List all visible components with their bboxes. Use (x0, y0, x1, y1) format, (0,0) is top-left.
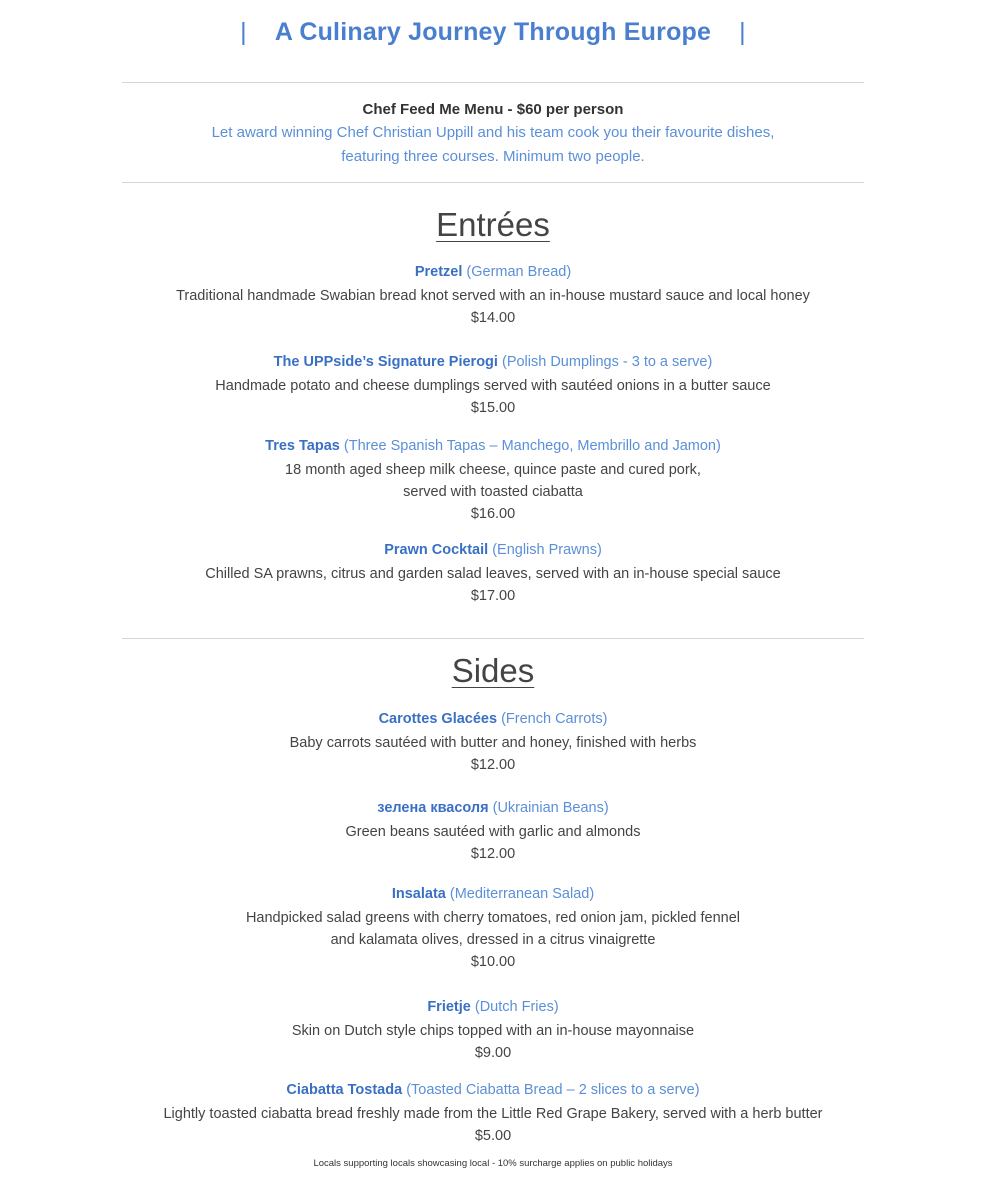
item-subtitle: (Toasted Ciabatta Bread – 2 slices to a serve) (406, 1082, 700, 1098)
item-description-cont: and kalamata olives, dressed in a citrus vinaigrette (330, 932, 656, 948)
menu-item (0, 997, 986, 1064)
item-name: Prawn Cocktail (384, 542, 489, 558)
menu-item (0, 1080, 986, 1147)
item-description: Handpicked salad greens with cherry tomatoes, red onion jam, pickled fennel (245, 910, 741, 926)
item-name: Pretzel (414, 264, 463, 280)
item-description: Skin on Dutch style chips topped with an in-house mayonnaise (291, 1023, 695, 1039)
footer-note: Locals supporting locals showcasing local - 10% surcharge applies on public holidays (313, 1158, 673, 1169)
menu-item (0, 884, 986, 973)
menu-item (0, 798, 986, 865)
item-subtitle: (German Bread) (466, 264, 572, 280)
menu-item (0, 436, 986, 525)
menu-title-text: A Culinary Journey Through Europe (274, 18, 712, 46)
divider (122, 82, 864, 83)
item-subtitle: (English Prawns) (492, 542, 602, 558)
title-bar-left: | (240, 18, 247, 46)
item-price: $12.00 (470, 846, 516, 862)
item-subtitle: (Ukrainian Beans) (492, 800, 609, 816)
section-title-sides: Sides (451, 652, 535, 689)
item-name: зелена квасоля (377, 800, 489, 816)
intro-heading: Chef Feed Me Menu - $60 per person (362, 101, 624, 118)
item-price: $5.00 (474, 1128, 512, 1144)
item-description: Green beans sautéed with garlic and almonds (345, 824, 641, 840)
item-name: Ciabatta Tostada (286, 1082, 403, 1098)
intro-line: featuring three courses. Minimum two people. (341, 148, 645, 165)
title-bar-right: | (739, 18, 746, 46)
item-name: Carottes Glacées (378, 711, 498, 727)
item-description-cont: served with toasted ciabatta (403, 484, 583, 500)
item-description: 18 month aged sheep milk cheese, quince paste and cured pork, (285, 462, 701, 478)
item-subtitle: (Dutch Fries) (474, 999, 559, 1015)
divider (122, 638, 864, 639)
item-subtitle: (Polish Dumplings - 3 to a serve) (501, 354, 713, 370)
item-description: Baby carrots sautéed with butter and honey, finished with herbs (289, 735, 697, 751)
item-price: $17.00 (470, 588, 516, 604)
menu-item (0, 262, 986, 329)
menu-item (0, 540, 986, 607)
item-name: Insalata (391, 886, 446, 902)
section-title-entrees: Entrées (436, 206, 550, 243)
menu-title (0, 18, 986, 47)
item-price: $10.00 (470, 954, 516, 970)
item-subtitle: (French Carrots) (501, 711, 608, 727)
item-subtitle: (Mediterranean Salad) (449, 886, 595, 902)
item-description: Handmade potato and cheese dumplings served with sautéed onions in a butter sauce (215, 378, 771, 394)
item-price: $14.00 (470, 310, 516, 326)
item-price: $9.00 (474, 1045, 512, 1061)
item-description: Lightly toasted ciabatta bread freshly made from the Little Red Grape Bakery, served with a herb butter (163, 1106, 823, 1122)
item-price: $12.00 (470, 757, 516, 773)
item-description: Chilled SA prawns, citrus and garden salad leaves, served with an in-house special sauce (205, 566, 781, 582)
intro-line: Let award winning Chef Christian Uppill and his team cook you their favourite dishes, (211, 124, 775, 141)
item-name: Frietje (427, 999, 471, 1015)
menu-item (0, 352, 986, 419)
item-price: $16.00 (470, 506, 516, 522)
item-subtitle: (Three Spanish Tapas – Manchego, Membrillo and Jamon) (343, 438, 721, 454)
item-description: Traditional handmade Swabian bread knot served with an in-house mustard sauce and local honey (176, 288, 810, 304)
item-name: The UPPside’s Signature Pierogi (273, 354, 498, 370)
item-price: $15.00 (470, 400, 516, 416)
chef-feed-me-intro (0, 100, 986, 168)
item-name: Tres Tapas (265, 438, 340, 454)
menu-item (0, 709, 986, 776)
divider (122, 182, 864, 183)
